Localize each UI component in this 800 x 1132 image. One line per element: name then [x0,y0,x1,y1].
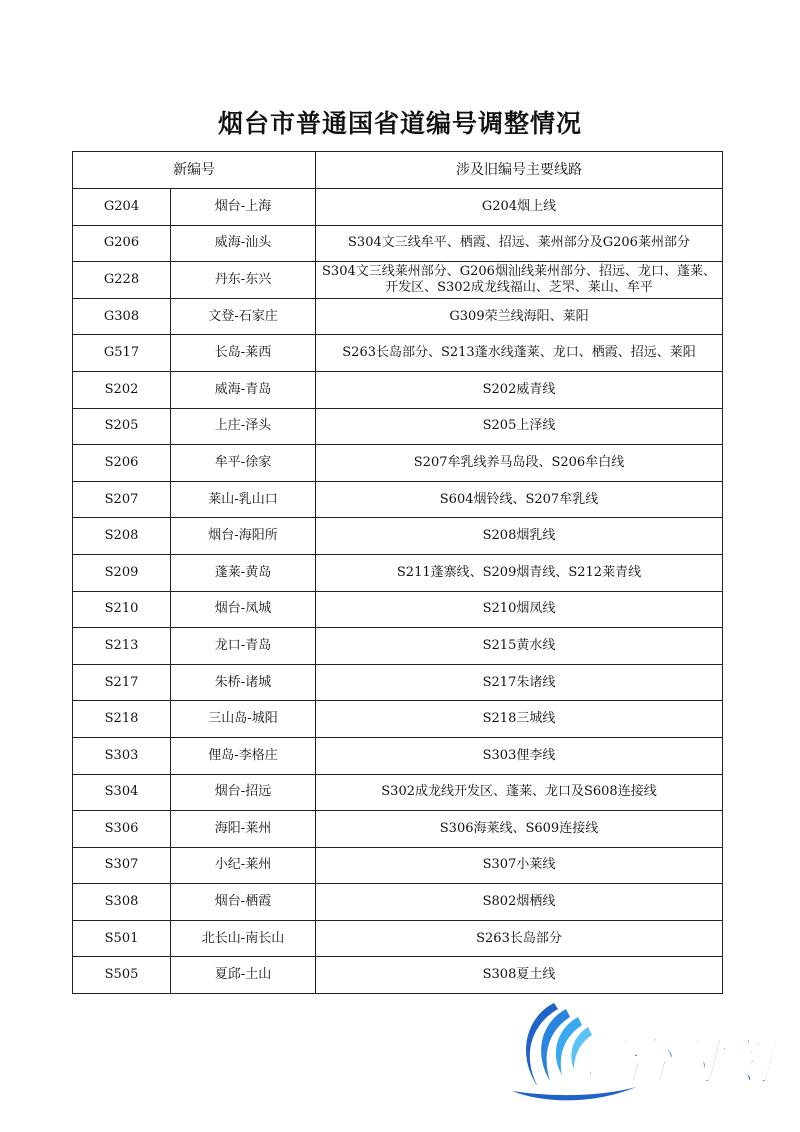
table-row [73,664,723,701]
old-routes: S218三城线 [316,701,723,738]
road-name: 烟台-招远 [171,774,316,811]
table-row [73,371,723,408]
road-code: S205 [73,408,171,445]
old-routes: S302成龙线开发区、蓬莱、龙口及S608连接线 [316,774,723,811]
old-routes: S308夏土线 [316,957,723,994]
road-table [72,151,723,994]
table-row [73,518,723,555]
table-row [73,847,723,884]
road-code: G517 [73,335,171,372]
road-code: S213 [73,628,171,665]
road-name: 烟台-上海 [171,189,316,226]
table-row [73,737,723,774]
road-code: S218 [73,701,171,738]
watermark-logo [508,995,793,1107]
road-name: 蓬莱-黄岛 [171,554,316,591]
old-routes: S802烟栖线 [316,884,723,921]
road-code: S501 [73,920,171,957]
old-routes: S215黄水线 [316,628,723,665]
old-routes: S211蓬寨线、S209烟青线、S212莱青线 [316,554,723,591]
old-routes: S207牟乳线养马岛段、S206牟白线 [316,445,723,482]
road-code: S202 [73,371,171,408]
road-name: 小纪-莱州 [171,847,316,884]
old-routes: S304文三线莱州部分、G206烟汕线莱州部分、招远、龙口、蓬莱、开发区、S302成龙线福山、芝罘、莱山、牟平 [316,262,723,299]
old-routes: S304文三线牟平、栖霞、招远、莱州部分及G206莱州部分 [316,225,723,262]
road-code: S208 [73,518,171,555]
road-name: 长岛-莱西 [171,335,316,372]
old-routes: S205上泽线 [316,408,723,445]
road-code: S505 [73,957,171,994]
table-row [73,189,723,226]
road-code: S209 [73,554,171,591]
road-code: S303 [73,737,171,774]
old-routes: S208烟乳线 [316,518,723,555]
table-row [73,408,723,445]
road-name: 烟台-栖霞 [171,884,316,921]
road-name: 俚岛-李格庄 [171,737,316,774]
table-row [73,920,723,957]
road-name: 上庄-泽头 [171,408,316,445]
old-routes: S306海莱线、S609连接线 [316,811,723,848]
table-row [73,811,723,848]
old-routes: S303俚李线 [316,737,723,774]
watermark-text: 烟台时刻 [572,1033,772,1091]
table-row [73,262,723,299]
road-name: 威海-青岛 [171,371,316,408]
road-name: 莱山-乳山口 [171,481,316,518]
table-row [73,445,723,482]
road-code: S217 [73,664,171,701]
road-code: S207 [73,481,171,518]
road-name: 龙口-青岛 [171,628,316,665]
road-code: S306 [73,811,171,848]
road-name: 威海-汕头 [171,225,316,262]
old-routes: S217朱诸线 [316,664,723,701]
road-name: 烟台-凤城 [171,591,316,628]
table-header-row [73,152,723,189]
table-row [73,884,723,921]
table-row [73,957,723,994]
road-name: 北长山-南长山 [171,920,316,957]
road-name: 三山岛-城阳 [171,701,316,738]
table-row [73,774,723,811]
road-name: 夏邱-土山 [171,957,316,994]
table-row [73,701,723,738]
road-code: S206 [73,445,171,482]
old-routes: S263长岛部分、S213蓬水线蓬莱、龙口、栖霞、招远、莱阳 [316,335,723,372]
table-row [73,335,723,372]
header-new-code: 新编号 [73,152,316,189]
header-old-routes: 涉及旧编号主要线路 [316,152,723,189]
old-routes: G309荣兰线海阳、莱阳 [316,298,723,335]
road-name: 烟台-海阳所 [171,518,316,555]
road-code: S308 [73,884,171,921]
old-routes: S604烟铃线、S207牟乳线 [316,481,723,518]
old-routes: S263长岛部分 [316,920,723,957]
road-name: 海阳-莱州 [171,811,316,848]
road-name: 牟平-徐家 [171,445,316,482]
old-routes: G204烟上线 [316,189,723,226]
road-code: G228 [73,262,171,299]
table-row [73,554,723,591]
table-row [73,298,723,335]
road-code: S210 [73,591,171,628]
road-code: G204 [73,189,171,226]
road-code: G206 [73,225,171,262]
old-routes: S307小莱线 [316,847,723,884]
old-routes: S210烟凤线 [316,591,723,628]
page-title: 烟台市普通国省道编号调整情况 [217,109,582,138]
old-routes: S202威青线 [316,371,723,408]
table-row [73,225,723,262]
table-row [73,481,723,518]
road-name: 朱桥-诸城 [171,664,316,701]
road-code: G308 [73,298,171,335]
road-name: 丹东-东兴 [171,262,316,299]
road-code: S307 [73,847,171,884]
table-row [73,591,723,628]
road-code: S304 [73,774,171,811]
table-row [73,628,723,665]
road-name: 文登-石家庄 [171,298,316,335]
